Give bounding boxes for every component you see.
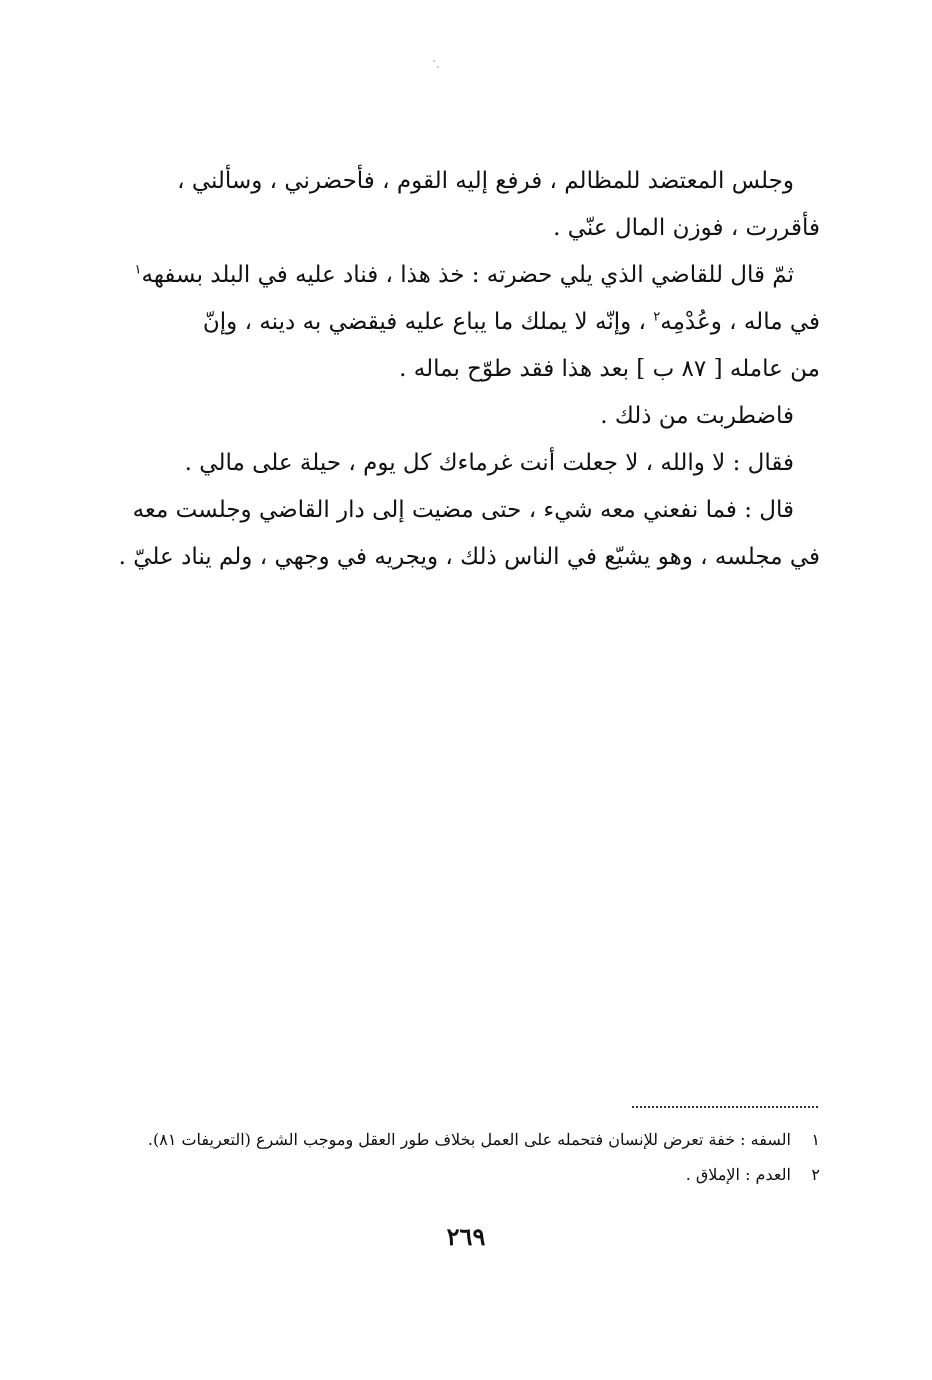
footnotes-block (140, 1122, 820, 1192)
scan-speck (437, 66, 439, 68)
text-line: من عامله [ ٨٧ ب ] بعد هذا فقد طوّح بماله . (399, 356, 820, 382)
scan-speck (433, 60, 435, 62)
footnote-number: ٢ (811, 1165, 820, 1184)
text-line: فاضطربت من ذلك . (600, 403, 794, 429)
main-text-block (118, 158, 820, 581)
text-line-part: في ماله ، وعُدْمِه (660, 309, 820, 335)
text-line: في مجلسه ، وهو يشيّع في الناس ذلك ، ويجريه في وجهي ، ولم يناد عليّ . (118, 544, 820, 570)
footnote-separator (632, 1106, 818, 1108)
footnote (140, 1157, 820, 1192)
text-line: قال : فما نفعني معه شيء ، حتى مضيت إلى دار القاضي وجلست معه (132, 497, 794, 523)
text-line-part: ، وإنّه لا يملك ما يباع عليه فيقضي به دينه ، وإنّ (202, 309, 654, 335)
text-line (134, 252, 820, 299)
footnote-marker: ١ (134, 262, 142, 278)
footnote-number: ١ (811, 1130, 820, 1149)
text-line-part: ثمّ قال للقاضي الذي يلي حضرته : خذ هذا ، فناد عليه في البلد بسفهه (141, 262, 794, 288)
page-number: ٢٦٩ (446, 1222, 486, 1251)
footnote-marker: ٢ (653, 309, 661, 325)
footnote-text: العدم : الإملاق . (685, 1165, 791, 1184)
text-line: فقال : لا والله ، لا جعلت أنت غرماءك كل يوم ، حيلة على مالي . (184, 450, 794, 476)
text-line: وجلس المعتضد للمظالم ، فرفع إليه القوم ، فأحضرني ، وسألني ، (177, 168, 794, 194)
footnote-text: السفه : خفة تعرض للإنسان فتحمله على العمل بخلاف طور العقل وموجب الشرع (التعريفات ٨١). (147, 1130, 791, 1149)
text-line (148, 299, 820, 346)
text-line: فأقررت ، فوزن المال عنّي . (553, 215, 820, 241)
footnote (140, 1122, 820, 1157)
